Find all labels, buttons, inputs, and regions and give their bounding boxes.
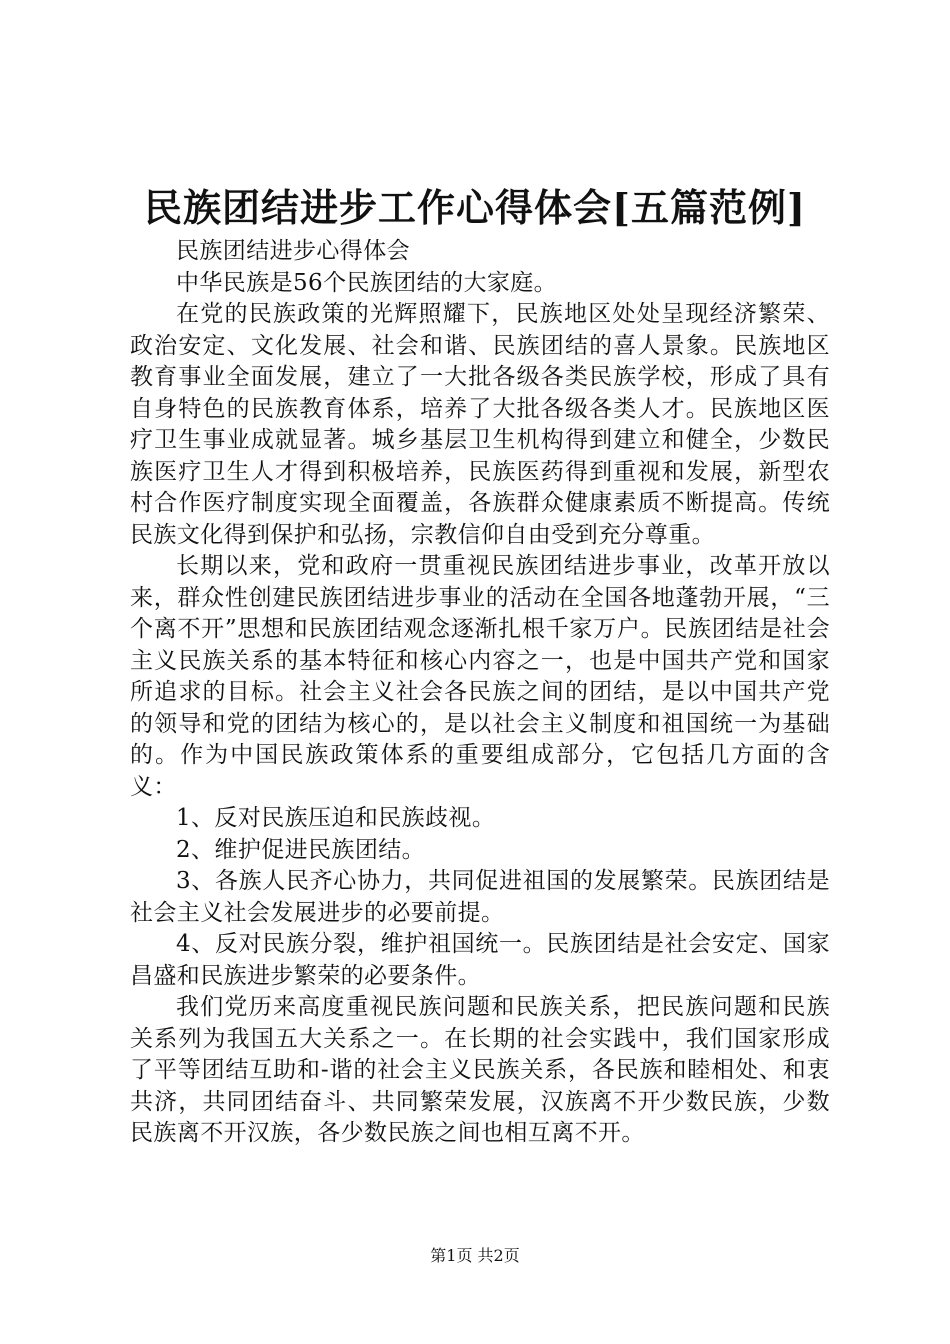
document-body [130, 236, 830, 1150]
list-item: 3、各族人民齐心协力，共同促进祖国的发展繁荣。民族团结是社会主义社会发展进步的必要前提。 [130, 868, 830, 926]
paragraph: 我们党历来高度重视民族问题和民族关系，把民族问题和民族关系列为我国五大关系之一。在长期的社会实践中，我们国家形成了平等团结互助和-谐的社会主义民族关系，各民族和睦相处、和衷共济，共同团结奋斗、共同繁荣发展，汉族离不开少数民族，少数民族离不开汉族，各少数民族之间也相互离不开。 [130, 994, 830, 1146]
paragraph: 长期以来，党和政府一贯重视民族团结进步事业，改革开放以来，群众性创建民族团结进步事业的活动在全国各地蓬勃开展，“三个离不开”思想和民族团结观念逐渐扎根千家万户。民族团结是社会主义民族关系的基本特征和核心内容之一，也是中国共产党和国家所追求的目标。社会主义社会各民族之间的团结，是以中国共产党的领导和党的团结为核心的，是以社会主义制度和祖国统一为基础的。作为中国民族政策体系的重要组成部分，它包括几方面的含义： [130, 553, 830, 800]
paragraph-subtitle: 民族团结进步心得体会 [176, 238, 410, 264]
list-item: 1、反对民族压迫和民族歧视。 [176, 805, 496, 831]
page-number-footer: 第1页 共2页 [430, 1246, 520, 1265]
paragraph: 中华民族是56个民族团结的大家庭。 [176, 269, 558, 296]
paragraph: 在党的民族政策的光辉照耀下，民族地区处处呈现经济繁荣、政治安定、文化发展、社会和谐、民族团结的喜人景象。民族地区教育事业全面发展，建立了一大批各级各类民族学校，形成了具有自身特色的民族教育体系，培养了大批各级各类人才。民族地区医疗卫生事业成就显著。城乡基层卫生机构得到建立和健全，少数民族医疗卫生人才得到积极培养，民族医药得到重视和发展，新型农村合作医疗制度实现全面覆盖，各族群众健康素质不断提高。传统民族文化得到保护和弘扬，宗教信仰自由受到充分尊重。 [130, 301, 830, 548]
list-item: 4、反对民族分裂，维护祖国统一。民族团结是社会安定、国家昌盛和民族进步繁荣的必要条件。 [130, 931, 830, 989]
list-item: 2、维护促进民族团结。 [176, 836, 426, 863]
document-title: 民族团结进步工作心得体会[五篇范例] [144, 185, 806, 230]
